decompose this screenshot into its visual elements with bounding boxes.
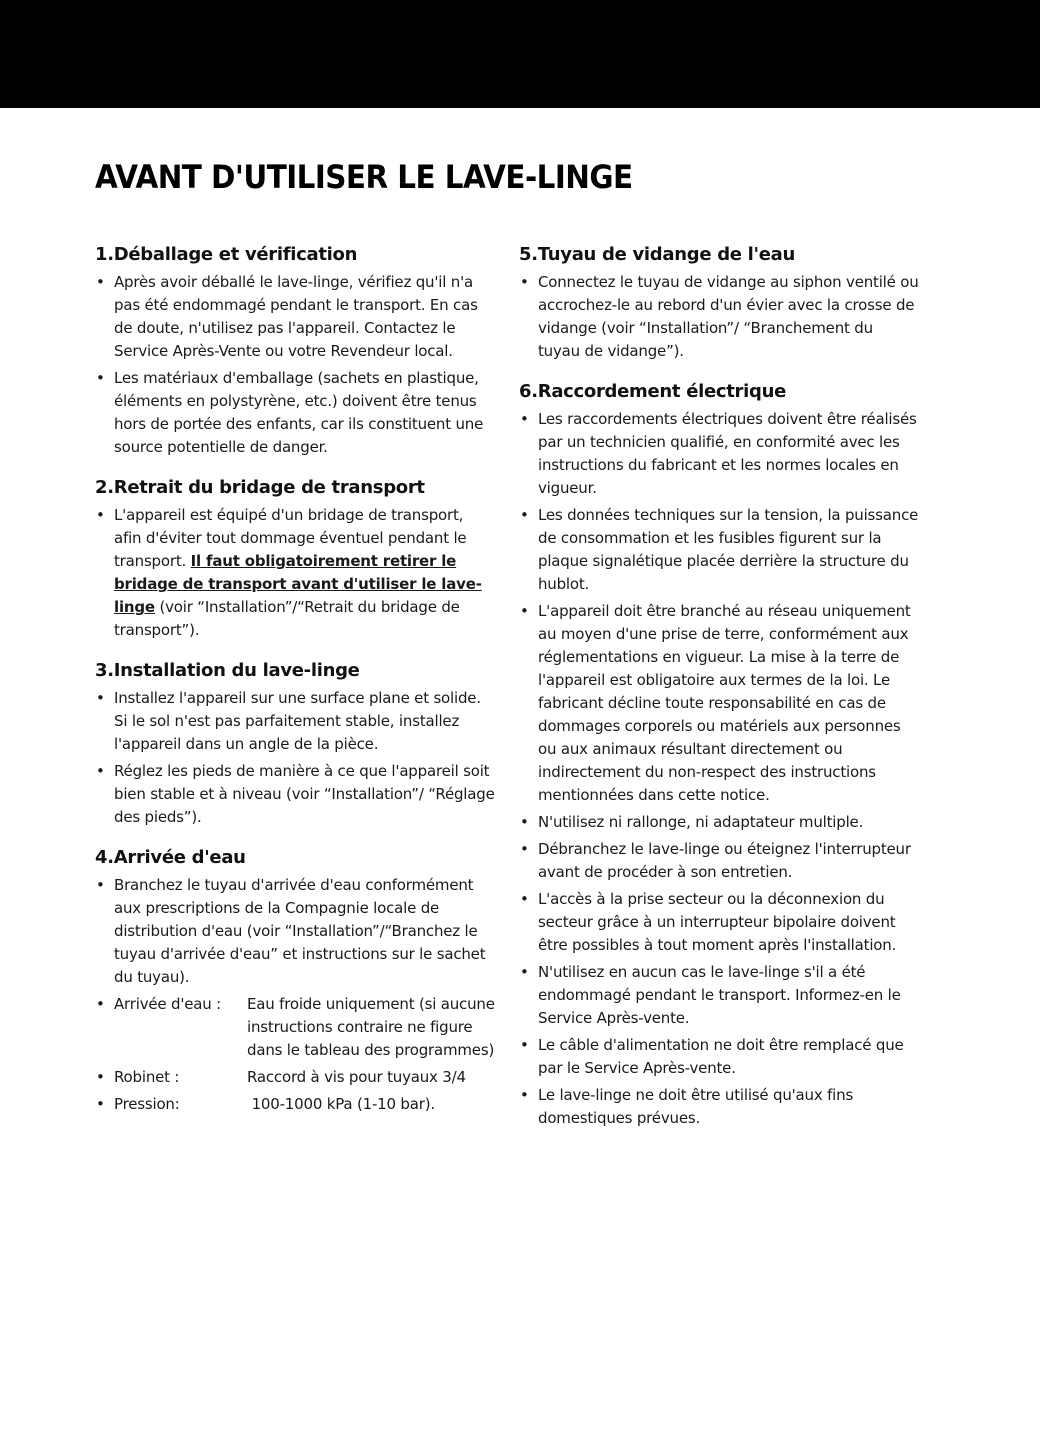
- list-item: • Les matériaux d'emballage (sachets en plastique, éléments en polystyrène, etc.) doivent être tenus hors de portée des enfants, car ils constituent une source potentielle de danger.: [95, 367, 495, 459]
- list-item: • Débranchez le lave-linge ou éteignez l'interrupteur avant de procéder à son entretien.: [519, 838, 919, 884]
- list-item: • N'utilisez en aucun cas le lave-linge s'il a été endommagé pendant le transport. Informez-en le Service Après-vente.: [519, 961, 919, 1030]
- bullet-list: [95, 271, 495, 459]
- list-item-text: L'appareil est équipé d'un bridage de transport, afin d'éviter tout dommage éventuel pendant le transport.: [114, 506, 467, 570]
- section-water-inlet: [95, 847, 495, 1116]
- list-item-text: (voir “Installation”/“Retrait du bridage de transport”).: [114, 598, 460, 639]
- spec-row: [95, 1066, 495, 1089]
- page-title: AVANT D'UTILISER LE LAVE-LINGE: [95, 158, 633, 196]
- spec-value: Eau froide uniquement (si aucune instructions contraire ne figure dans le tableau des programmes): [247, 995, 495, 1059]
- left-column: [95, 244, 495, 1134]
- section-title: 2.Retrait du bridage de transport: [95, 477, 425, 498]
- section-title: 4.Arrivée d'eau: [95, 847, 246, 868]
- section-title: 1.Déballage et vérification: [95, 244, 358, 265]
- list-item: • Connectez le tuyau de vidange au siphon ventilé ou accrochez-le au rebord d'un évier avec la crosse de vidange (voir “Installation”/ “Branchement du tuyau de vidange”).: [519, 271, 919, 363]
- list-item: • Branchez le tuyau d'arrivée d'eau conformément aux prescriptions de la Compagnie locale de distribution d'eau (voir “Installation”/“Branchez le tuyau d'arrivée d'eau” et instructions sur le sachet du tuyau).: [95, 874, 495, 989]
- warning-text: Il faut obligatoirement retirer le bridage de transport avant d'utiliser le lave-linge: [114, 552, 482, 616]
- spec-label: • Arrivée d'eau :: [114, 995, 221, 1013]
- list-item: • Le lave-linge ne doit être utilisé qu'aux fins domestiques prévues.: [519, 1084, 919, 1130]
- bullet-list: [95, 504, 495, 642]
- spec-value: Raccord à vis pour tuyaux 3/4: [247, 1068, 466, 1086]
- list-item: • Réglez les pieds de manière à ce que l'appareil soit bien stable et à niveau (voir “Installation”/ “Réglage des pieds”).: [95, 760, 495, 829]
- spec-label: • Pression:: [114, 1095, 180, 1113]
- list-item: • Les données techniques sur la tension, la puissance de consommation et les fusibles figurent sur la plaque signalétique placée derrière la structure du hublot.: [519, 504, 919, 596]
- section-electrical: [519, 381, 919, 1130]
- spec-list: [95, 993, 495, 1116]
- spec-label: • Robinet :: [114, 1068, 180, 1086]
- list-item: • N'utilisez ni rallonge, ni adaptateur multiple.: [519, 811, 919, 834]
- list-item: • Les raccordements électriques doivent être réalisés par un technicien qualifié, en conformité avec les instructions du fabricant et les normes locales en vigueur.: [519, 408, 919, 500]
- list-item: • L'appareil doit être branché au réseau uniquement au moyen d'une prise de terre, conformément aux réglementations en vigueur. La mise à la terre de l'appareil est obligatoire aux termes de la loi. Le fabricant décline toute responsabilité en cas de dommages corporels ou matériels aux personnes ou aux animaux résultant directement ou indirectement du non-respect des instructions mentionnées dans cette notice.: [519, 600, 919, 807]
- list-item: • Après avoir déballé le lave-linge, vérifiez qu'il n'a pas été endommagé pendant le transport. En cas de doute, n'utilisez pas l'appareil. Contactez le Service Après-Vente ou votre Revendeur local.: [95, 271, 495, 363]
- section-drain-hose: [519, 244, 919, 363]
- bullet-list: [95, 874, 495, 989]
- bullet-list: [519, 408, 919, 1130]
- header-band: [0, 0, 1040, 108]
- list-item: • L'accès à la prise secteur ou la déconnexion du secteur grâce à un interrupteur bipolaire doivent être possibles à tout moment après l'installation.: [519, 888, 919, 957]
- section-transport-lock: [95, 477, 495, 642]
- section-title: 6.Raccordement électrique: [519, 381, 787, 402]
- section-title: 3.Installation du lave-linge: [95, 660, 360, 681]
- list-item: • Installez l'appareil sur une surface plane et solide. Si le sol n'est pas parfaitement stable, installez l'appareil dans un angle de la pièce.: [95, 687, 495, 756]
- section-title: 5.Tuyau de vidange de l'eau: [519, 244, 796, 265]
- list-item: [95, 504, 495, 642]
- spec-row: [95, 993, 495, 1062]
- spec-value: 100-1000 kPa (1-10 bar).: [247, 1095, 435, 1113]
- list-item: • Le câble d'alimentation ne doit être remplacé que par le Service Après-vente.: [519, 1034, 919, 1080]
- bullet-list: [95, 687, 495, 829]
- section-installation: [95, 660, 495, 829]
- right-column: [519, 244, 919, 1148]
- spec-row: [95, 1093, 495, 1116]
- bullet-list: [519, 271, 919, 363]
- section-unpacking: [95, 244, 495, 459]
